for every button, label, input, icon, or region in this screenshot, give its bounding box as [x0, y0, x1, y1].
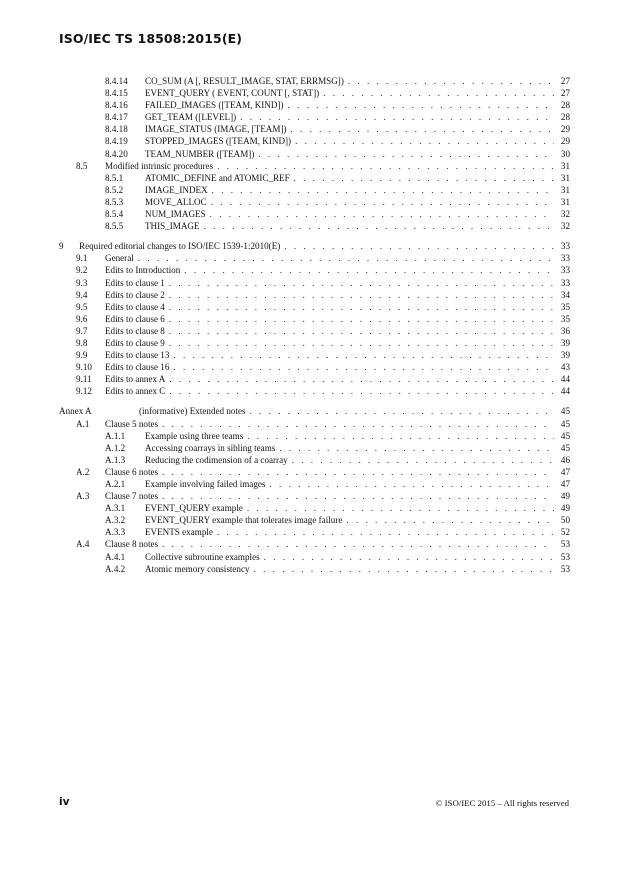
toc-entry-title: Edits to Introduction	[105, 265, 181, 276]
toc-entry[interactable]	[59, 172, 570, 184]
toc-entry-number: A.2	[76, 466, 90, 477]
toc-entry-title: Edits to clause 8	[105, 325, 165, 336]
toc-entry-page: 34	[560, 289, 570, 300]
toc-entry-number: 8.4.14	[105, 76, 128, 86]
toc-entry-page: 27	[560, 76, 570, 86]
toc-entry-title: Atomic memory consistency	[145, 563, 250, 574]
toc-entry-title: Modified intrinsic procedures	[105, 160, 214, 171]
toc-entry-page: 29	[560, 124, 570, 135]
toc-entry[interactable]	[59, 208, 570, 220]
toc-entry[interactable]	[59, 99, 570, 111]
toc-dot-leader	[162, 490, 554, 502]
toc-entry-page: 32	[560, 221, 570, 232]
toc-entry-title: ATOMIC_DEFINE and ATOMIC_REF	[145, 172, 290, 183]
toc-dot-leader	[210, 208, 554, 220]
toc-dot-leader	[217, 526, 554, 538]
toc-entry-title: EVENTS example	[145, 527, 213, 538]
toc-entry-page: 35	[560, 301, 570, 312]
toc-entry-number: 8.4.20	[105, 148, 128, 159]
toc-entry[interactable]	[59, 466, 570, 478]
toc-entry-page: 53	[560, 551, 570, 562]
toc-entry-title: Reducing the codimension of a coarray	[145, 454, 288, 465]
toc-entry-page: 44	[560, 386, 570, 397]
toc-entry-number: A.4	[76, 539, 90, 550]
toc-entry-page: 31	[560, 196, 570, 207]
toc-entry-title: NUM_IMAGES	[145, 209, 206, 220]
toc-entry[interactable]	[59, 514, 570, 526]
toc-entry[interactable]	[59, 502, 570, 514]
toc-entry-number: 8.5	[76, 160, 88, 171]
toc-entry-page: 35	[560, 313, 570, 324]
toc-entry-title: Edits to clause 6	[105, 313, 165, 324]
toc-entry[interactable]	[59, 442, 570, 454]
toc-entry[interactable]	[59, 240, 570, 252]
toc-entry-page: 44	[560, 374, 570, 385]
toc-dot-leader	[323, 87, 554, 99]
toc-entry-title: General	[105, 253, 134, 264]
toc-entry[interactable]	[59, 252, 570, 264]
toc-entry-number: 8.5.2	[105, 184, 124, 195]
toc-entry-number: 9.1	[76, 253, 88, 264]
toc-entry-page: 45	[560, 442, 570, 453]
toc-entry-page: 29	[560, 136, 570, 147]
toc-entry-page: 36	[560, 325, 570, 336]
toc-entry-number: A.1.1	[105, 430, 126, 441]
toc-dot-leader	[162, 418, 554, 430]
toc-entry-title: Required editorial changes to ISO/IEC 1539-1:2010(E)	[79, 241, 281, 252]
toc-entry-title: Edits to clause 13	[105, 350, 170, 361]
toc-entry[interactable]	[59, 430, 570, 442]
toc-entry-page: 31	[560, 172, 570, 183]
toc-entry-number: A.3.2	[105, 515, 126, 526]
toc-dot-leader	[269, 478, 554, 490]
toc-entry[interactable]	[59, 75, 570, 87]
toc-entry-page: 49	[560, 491, 570, 502]
toc-entry-number: 8.4.18	[105, 124, 128, 135]
toc-entry[interactable]	[59, 454, 570, 466]
toc-entry[interactable]	[59, 313, 570, 325]
toc-dot-leader	[279, 442, 554, 454]
toc-dot-leader	[169, 277, 554, 289]
toc-entry-title: Edits to clause 9	[105, 337, 165, 348]
toc-block-clause-9	[59, 240, 570, 397]
toc-entry-page: 30	[560, 148, 570, 159]
toc-entry-number: 8.5.4	[105, 209, 124, 220]
toc-dot-leader	[169, 385, 554, 397]
toc-entry-title: TEAM_NUMBER ([TEAM])	[145, 148, 255, 159]
toc-entry[interactable]	[59, 490, 570, 502]
toc-dot-leader	[173, 361, 554, 373]
toc-entry-title: FAILED_IMAGES ([TEAM, KIND])	[145, 100, 284, 111]
toc-gap	[59, 232, 570, 240]
toc-entry-number: 9.10	[76, 362, 92, 373]
toc-entry[interactable]	[59, 385, 570, 397]
toc-entry-page: 33	[560, 265, 570, 276]
toc-entry-number: A.3.3	[105, 527, 126, 538]
toc-entry-page: 46	[560, 454, 570, 465]
toc-dot-leader	[217, 160, 554, 172]
toc-entry-title: CO_SUM (A [, RESULT_IMAGE, STAT, ERRMSG])	[145, 76, 344, 86]
toc-dot-leader	[292, 454, 554, 466]
toc-entry-page: 53	[560, 563, 570, 574]
toc-entry-number: A.1.3	[105, 454, 126, 465]
toc-dot-leader	[346, 514, 554, 526]
toc-entry-title: Edits to clause 2	[105, 289, 165, 300]
toc-dot-leader	[290, 123, 554, 135]
toc-block-clause-8	[59, 75, 570, 232]
toc-entry[interactable]	[59, 563, 570, 575]
toc-entry[interactable]	[59, 538, 570, 550]
toc-entry-title: Clause 7 notes	[105, 491, 159, 502]
toc-entry-page: 47	[560, 466, 570, 477]
table-of-contents	[59, 75, 570, 575]
toc-entry-page: 45	[560, 406, 570, 417]
toc-entry-page: 43	[560, 362, 570, 373]
toc-dot-leader	[173, 349, 554, 361]
toc-entry-title: Edits to clause 4	[105, 301, 165, 312]
toc-entry[interactable]	[59, 123, 570, 135]
toc-dot-leader	[169, 289, 554, 301]
toc-gap	[59, 397, 570, 405]
toc-entry[interactable]	[59, 111, 570, 123]
toc-entry-page: 49	[560, 503, 570, 514]
toc-entry[interactable]	[59, 301, 570, 313]
toc-entry-number: A.1	[76, 418, 90, 429]
toc-entry[interactable]	[59, 361, 570, 373]
toc-entry-number: 9	[59, 241, 64, 252]
toc-entry[interactable]	[59, 184, 570, 196]
toc-entry-title: EVENT_QUERY example that tolerates image failure	[145, 515, 343, 526]
toc-entry[interactable]	[59, 373, 570, 385]
toc-entry[interactable]	[59, 264, 570, 276]
toc-dot-leader	[162, 538, 554, 550]
toc-entry-title: IMAGE_INDEX	[145, 184, 208, 195]
toc-entry-title: Collective subroutine examples	[145, 551, 260, 562]
toc-entry-number: 9.5	[76, 301, 88, 312]
toc-entry-title: Edits to annex A	[105, 374, 166, 385]
toc-entry-number: 9.9	[76, 350, 88, 361]
toc-entry-title: Example using three teams	[145, 430, 244, 441]
toc-dot-leader	[254, 563, 554, 575]
toc-block-annex-a	[59, 405, 570, 574]
footer-copyright: © ISO/IEC 2015 – All rights reserved	[435, 798, 569, 808]
toc-entry-number: Annex A	[59, 406, 92, 417]
toc-dot-leader	[162, 466, 554, 478]
toc-entry-title: IMAGE_STATUS (IMAGE, [TEAM])	[145, 124, 287, 135]
toc-dot-leader	[138, 252, 554, 264]
toc-entry[interactable]	[59, 277, 570, 289]
toc-entry-page: 27	[560, 88, 570, 99]
toc-entry-page: 52	[560, 527, 570, 538]
toc-dot-leader	[247, 502, 554, 514]
toc-entry-number: 9.12	[76, 386, 92, 397]
toc-dot-leader	[212, 184, 554, 196]
footer-page-number: iv	[59, 796, 70, 808]
toc-entry-title: Clause 8 notes	[105, 539, 159, 550]
toc-dot-leader	[169, 337, 554, 349]
toc-entry[interactable]	[59, 135, 570, 147]
toc-dot-leader	[211, 196, 554, 208]
toc-entry[interactable]	[59, 148, 570, 160]
toc-entry-number: 9.6	[76, 313, 88, 324]
toc-entry-page: 33	[560, 241, 570, 252]
toc-entry-page: 33	[560, 253, 570, 264]
toc-dot-leader	[294, 172, 554, 184]
toc-entry-number: A.4.1	[105, 551, 126, 562]
toc-entry[interactable]	[59, 337, 570, 349]
toc-entry-page: 45	[560, 430, 570, 441]
toc-entry-page: 45	[560, 418, 570, 429]
toc-entry-number: 9.8	[76, 337, 88, 348]
toc-entry-number: A.1.2	[105, 442, 126, 453]
toc-dot-leader	[264, 551, 554, 563]
toc-entry[interactable]	[59, 418, 570, 430]
toc-dot-leader	[240, 111, 554, 123]
toc-entry-number: 8.4.17	[105, 112, 128, 123]
toc-entry-number: 9.4	[76, 289, 88, 300]
toc-entry-page: 28	[560, 112, 570, 123]
toc-entry-title: Accessing coarrays in sibling teams	[145, 442, 276, 453]
toc-entry-page: 31	[560, 184, 570, 195]
toc-entry-title: Edits to annex C	[105, 386, 166, 397]
toc-entry-page: 39	[560, 350, 570, 361]
toc-entry-title: MOVE_ALLOC	[145, 196, 207, 207]
toc-dot-leader	[169, 373, 554, 385]
toc-entry-number: 8.5.1	[105, 172, 124, 183]
toc-entry[interactable]	[59, 87, 570, 99]
toc-entry-title: STOPPED_IMAGES ([TEAM, KIND])	[145, 136, 292, 147]
toc-entry[interactable]	[59, 220, 570, 232]
toc-entry-number: 9.2	[76, 265, 88, 276]
toc-dot-leader	[204, 220, 554, 232]
toc-entry-number: 8.5.5	[105, 221, 124, 232]
toc-entry-page: 32	[560, 209, 570, 220]
toc-entry-title: EVENT_QUERY ( EVENT, COUNT [, STAT])	[145, 88, 320, 99]
toc-dot-leader	[295, 135, 554, 147]
toc-entry-title: Example involving failed images	[145, 479, 266, 489]
toc-entry-page: 53	[560, 539, 570, 550]
toc-entry[interactable]	[59, 526, 570, 538]
toc-entry-number: A.3.1	[105, 503, 126, 514]
toc-entry-page: 39	[560, 337, 570, 348]
toc-dot-leader	[284, 240, 554, 252]
toc-dot-leader	[288, 99, 555, 111]
toc-entry-number: 8.4.16	[105, 100, 128, 111]
toc-entry-title: Edits to clause 16	[105, 362, 170, 373]
toc-dot-leader	[348, 75, 554, 87]
toc-entry-number: 9.7	[76, 325, 88, 336]
toc-dot-leader	[169, 301, 554, 313]
toc-entry-page: 47	[560, 479, 570, 489]
toc-entry-number: 8.4.15	[105, 88, 128, 99]
toc-entry-title: (informative) Extended notes	[139, 406, 246, 417]
toc-entry-number: 9.11	[76, 374, 92, 385]
toc-entry-title: THIS_IMAGE	[145, 221, 200, 232]
toc-entry-title: Clause 6 notes	[105, 466, 159, 477]
toc-entry[interactable]	[59, 289, 570, 301]
toc-dot-leader	[169, 325, 554, 337]
toc-entry-number: 8.5.3	[105, 196, 124, 207]
toc-entry-title: Clause 5 notes	[105, 418, 159, 429]
toc-dot-leader	[247, 430, 554, 442]
toc-entry-title: GET_TEAM ([LEVEL])	[145, 112, 237, 123]
toc-dot-leader	[169, 313, 554, 325]
toc-entry-number: 8.4.19	[105, 136, 128, 147]
toc-entry[interactable]	[59, 551, 570, 563]
toc-entry-page: 33	[560, 277, 570, 288]
document-header-title: ISO/IEC TS 18508:2015(E)	[59, 31, 243, 46]
toc-entry-page: 31	[560, 160, 570, 171]
toc-dot-leader	[258, 148, 554, 160]
toc-entry[interactable]	[59, 405, 570, 417]
toc-entry-number: A.4.2	[105, 563, 126, 574]
toc-entry[interactable]	[59, 196, 570, 208]
toc-entry[interactable]	[59, 160, 570, 172]
toc-entry[interactable]	[59, 325, 570, 337]
toc-entry-number: 9.3	[76, 277, 88, 288]
toc-dot-leader	[184, 264, 554, 276]
toc-entry-number: A.2.1	[105, 479, 126, 489]
toc-entry[interactable]	[59, 349, 570, 361]
toc-entry-page: 50	[560, 515, 570, 526]
toc-dot-leader	[250, 405, 554, 417]
toc-entry-title: EVENT_QUERY example	[145, 503, 243, 514]
toc-entry-title: Edits to clause 1	[105, 277, 165, 288]
toc-entry[interactable]	[59, 478, 570, 490]
toc-entry-number: A.3	[76, 491, 90, 502]
toc-entry-page: 28	[560, 100, 570, 111]
